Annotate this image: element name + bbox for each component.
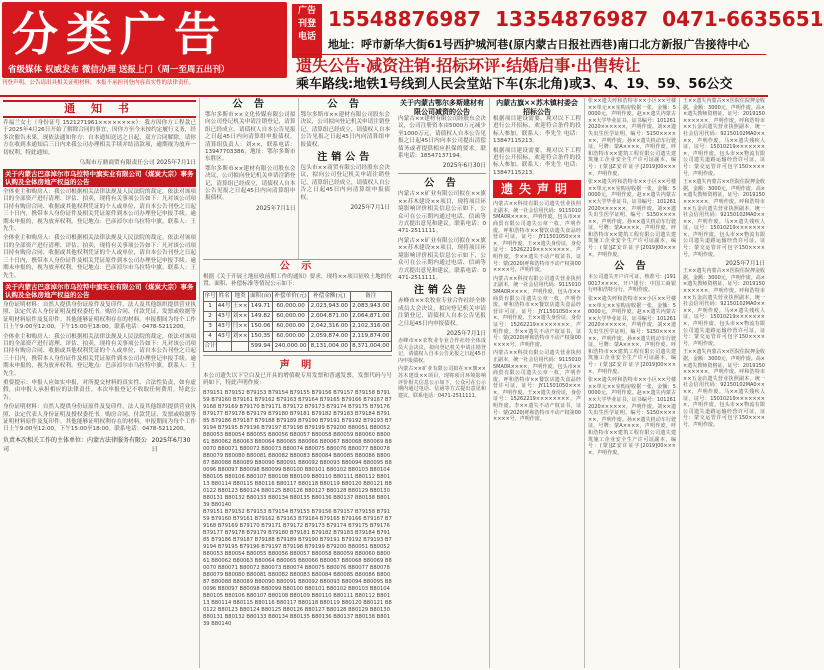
table-cell: 149.82 <box>249 311 273 321</box>
table-cell: 2 <box>204 311 217 321</box>
table-cell: 2,059,874.00 <box>309 331 350 341</box>
table-cell: 2,004,871.00 <box>309 311 350 321</box>
announcement-body: 重要提示：申报人应如实申报，对所提交材料的真实性、合法性负责，如有虚假，由申报人承担相应的法律责任。本次申报登记不收取任何费用。特此公告。 <box>3 379 196 401</box>
lost-notice-body: 张××遗失呼和浩特市××小区××号楼××单元××室购房收据一张，金额：50000元，声明作废。赵××遗失内蒙古××大学毕业证书，证书编号：1012612020××××××，声明作废。刘××遗失出生医学证明，编号：S150××××××，声明作废。孙××遗失机动车行驶证，号牌：蒙A××××，声明作废。呼和浩特市××建筑工程有限公司遗失建筑施工企业安全生产许可证副本，编号：(蒙)JZ安许证字[2019]00××××，声明作废。 <box>588 98 676 177</box>
table-total-row <box>204 341 392 351</box>
lost-notice-body: 王××遗失内蒙古××医院住院押金收据，金额：3000元，声明作废。高××遗失教师资格证，证号：2019150××××××，声明作废。呼和浩特市××五金店遗失营业执照副本，统一社会信用代码：92150102MA0××××，声明作废。马××遗失残疾人证，证号：15010219××××××××，声明作废。包头市××物流有限公司遗失道路运输经营许可证，证号：蒙交运管许可包字150××××号，声明作废。 <box>683 98 765 177</box>
table-cell: 60,000.00 <box>273 311 309 321</box>
table-cell: 43号 <box>217 311 232 321</box>
announcement-body: 鄂尔多斯市××建材有限公司股东会决议，公司拟向登记机关申请注销登记，清算组已经成立，请债权人自本公告见报之日起45日内向清算组申报债权。 <box>300 112 391 148</box>
announcement-body: 内蒙古××矿业有限公司拟在××旗××苏木建设××项目，现将项目环境影响评价相关信息公示如下，公众可在公示期内通过电话、信函等方式提出意见和建议。联系电话：0471-2511111。 <box>398 191 486 235</box>
notice-title: 通 知 书 <box>3 100 196 118</box>
announcement-body: 鄂尔多斯市××文化传媒有限公司拟向公司登记机关申请注销登记，清算组已经成立，请债权人自本公告见报之日起45日内向清算组申报债权。清算组负责人：刘××，联系电话：13947703386，地址：鄂尔多斯市东胜区。 <box>205 112 296 163</box>
table-cell: 43号 <box>217 321 232 331</box>
table-cell: 8,371,004.00 <box>350 341 391 351</box>
lost-notice-body: 张××遗失呼和浩特市××小区××号楼××单元××室购房收据一张，金额：50000元，声明作废。赵××遗失内蒙古××大学毕业证书，证书编号：1012612020××××××，声明作废。刘××遗失出生医学证明，编号：S150××××××，声明作废。孙××遗失机动车行驶证，号牌：蒙A××××，声明作废。呼和浩特市××建筑工程有限公司遗失建筑施工企业安全生产许可证副本，编号：(蒙)JZ安许证字[2019]00××××，声明作废。 <box>588 377 676 456</box>
deregistration-body: 赤峰市××农牧业专业合作社经全体成员大会决议，拟向登记机关申请注销登记，请债权人自本公告见报之日起45日内申报债权。 <box>398 337 486 364</box>
tel-tag-line: 刊登 <box>297 19 316 29</box>
lost-notice-body: 内蒙古××科技有限公司遗失营业执照正副本，统一社会信用代码：91150105MA0R××××，声明作废。包头市××商贸有限公司遗失公章一枚，声明作废。呼和浩特市××餐饮店遗失食品经营许可证，证号：JY11501050××××，声明作废。王××遗失身份证，身份证号：15262219××××××××，声明作废。李××遗失不动产权证书，证号：蒙(2020)呼和浩特市不动产权第00××××号，声明作废。 <box>493 350 581 423</box>
table-header: 地类 <box>231 291 248 301</box>
deregistration-body: 赤峰市××农牧业专业合作社经全体成员大会决议，拟向登记机关申请注销登记，请债权人自本公告见报之日起45日内申报债权。 <box>398 298 486 327</box>
notice-signature: 乌海市万鼎商贸有限责任公司 2025年7月1日 <box>79 160 196 167</box>
announcement-title: 公 告 <box>614 261 650 273</box>
table-header: 补偿单价(元) <box>273 291 309 301</box>
tender-title: 内蒙古旗××苏木镇村委会招标公告 <box>496 98 578 116</box>
announcement-pane <box>203 98 298 259</box>
publicity-body: 根据《关于开展土地征收前期工作的通知》要求，现将××项目征收土地的位置、面积、补偿标准等情况公示如下： <box>203 274 392 288</box>
table-cell: 8,131,004.00 <box>309 341 350 351</box>
column-a-footer <box>3 436 196 454</box>
table-cell <box>217 341 232 351</box>
table-cell: 合计 <box>204 341 217 351</box>
table-cell: 2,042,316.00 <box>309 321 350 331</box>
tel-tag <box>292 4 322 58</box>
notice-body: 乔福兰女士（身份证号 1521271961××××××××）：我方因你方工程款已于2025年4月26日开始了解除合同的事宜，因你方至今未按约定履行义务，经多次催告未果，现依法通知你方：自本通知送达之日起，双方合同解除，请你方在收到本通知后三日内来我公司办理相关手续并结清款项，逾期视为放弃一切权利。特此通知。 <box>3 120 196 156</box>
announcement-body: 身份证明材料：自然人提供身份证原件及复印件，法人及其他组织提供营业执照、法定代表人身份证明及授权委托书。购房合同、付款凭证、发票或收据等证明材料原件及复印件。其他能够证明权利存在的材料。申报期间为每个工作日上午9:00至12:00，下午15:00至18:00。联系电话：0478-5211200。 <box>3 404 196 433</box>
logo-slogan: 省级媒体 权威发布 微信办理 送报上门（周一至周五出刊） <box>8 65 230 75</box>
table-row <box>204 321 392 331</box>
table-cell: 王×× <box>231 301 248 311</box>
announcement-title: 公 告 <box>232 99 268 110</box>
column-a <box>0 98 200 668</box>
phone-number: 0471-6635651 <box>662 7 824 31</box>
table-header: 姓名 <box>217 291 232 301</box>
announcement-body: 内蒙古××矿业有限公司拟在××旗××苏木建设××项目，现将项目环境影响评价相关信息公示如下，公众可在公示期内通过电话、信函等方式提出意见和建议。联系电话：0471-2511111。 <box>398 366 486 399</box>
table-cell: 150.35 <box>249 331 273 341</box>
lost-notice-body: 张××遗失呼和浩特市××小区××号楼××单元××室购房收据一张，金额：50000元，声明作废。赵××遗失内蒙古××大学毕业证书，证书编号：1012612020××××××，声明作废。刘××遗失出生医学证明，编号：S150××××××，声明作废。孙××遗失机动车行驶证，号牌：蒙A××××，声明作废。呼和浩特市××建筑工程有限公司遗失建筑施工企业安全生产许可证副本，编号：(蒙)JZ安许证字[2019]00××××，声明作废。 <box>588 296 676 375</box>
deregistration-date: 2025年7月1日 <box>350 205 390 212</box>
table-cell: 1 <box>204 301 217 311</box>
table-cell: 2,023,943.00 <box>309 301 350 311</box>
transit-route: 乘车路线:地铁1号线到人民会堂站下车(东北角)或3、4、19、59、56公交 <box>296 77 733 92</box>
table-cell: 60,000.00 <box>273 321 309 331</box>
table-cell: 149.71 <box>249 301 273 311</box>
tel-tag-line: 电话 <box>297 32 316 42</box>
table-cell: 刘×× <box>231 311 248 321</box>
announcement-bar: 关于内蒙古巴彦淖尔市乌拉特中旗实业有限公司（煤炭大宗）事务认购及全体房地产权益的公告 <box>3 282 196 300</box>
table-header: 补偿金额(元) <box>309 291 350 301</box>
announcement-body: 鄂尔多斯市××建材有限公司股东会决议，公司拟向登记机关申请注销登记，清算组已经成立，请债权人自本公告见报之日起45日内向清算组申报债权。 <box>205 165 296 202</box>
table-cell: 2,064,871.00 <box>350 311 391 321</box>
lost-notice-body: 内蒙古××科技有限公司遗失营业执照正副本，统一社会信用代码：91150105MA0R××××，声明作废。包头市××商贸有限公司遗失公章一枚，声明作废。呼和浩特市××餐饮店遗失食品经营许可证，证号：JY11501050××××，声明作废。王××遗失身份证，身份证号：15262219××××××××，声明作废。李××遗失不动产权证书，证号：蒙(2020)呼和浩特市不动产权第00××××号，声明作废。 <box>493 275 581 348</box>
table-cell: 2,119,874.00 <box>350 331 391 341</box>
announcement-body: 本公司遗失开户许可证，核准号：J1910017××××，开户银行：中国工商银行呼和浩特分行，声明作废。 <box>588 274 676 294</box>
tender-body: 根据项目建设需要，现对以下工程进行公开招标，欢迎符合条件的投标人参加。联系人：李先生 电话：13847115213。 <box>493 116 581 145</box>
column-e <box>585 98 680 668</box>
table-cell <box>231 341 248 351</box>
disclaimer-note: 刊登声明、公告请出具相关证明材料，本报不承担刊登内容真实性的法律责任。 <box>2 80 195 86</box>
compensation-table <box>203 291 392 352</box>
announcement-title: 公 告 <box>327 99 363 110</box>
column-d <box>490 98 585 668</box>
table-cell: 60,000.00 <box>273 331 309 341</box>
announcement-body: 内蒙古××矿业有限公司拟在××旗××苏木建设××项目，现将项目环境影响评价相关信息公示如下，公众可在公示期内通过电话、信函等方式提出意见和建议。联系电话：0471-2511111。 <box>398 237 486 281</box>
logo-block <box>2 2 287 78</box>
table-header: 序号 <box>204 291 217 301</box>
capital-reduction-title: 关于内蒙古鄂尔多斯建材有限公司减资的公告 <box>400 98 484 116</box>
office-address: 地址：呼市新华大街61号西护城河巷(原内蒙古日报社西巷)南口北方新报广告接待中心 <box>328 38 750 51</box>
lost-notice-body: 内蒙古××科技有限公司遗失营业执照正副本，统一社会信用代码：91150105MA0R××××，声明作废。包头市××商贸有限公司遗失公章一枚，声明作废。呼和浩特市××餐饮店遗失食品经营许可证，证号：JY11501050××××，声明作废。王××遗失身份证，身份证号：15262219××××××××，声明作废。李××遗失不动产权证书，证号：蒙(2020)呼和浩特市不动产权第00××××号，声明作废。 <box>493 201 581 274</box>
ad-categories: 遗失公告·减资注销·招标环评·结婚启事·出售转让 <box>296 54 766 76</box>
table-cell: 闫×× <box>231 321 248 331</box>
table-cell: 2,083,943.00 <box>350 301 391 311</box>
classified-header <box>0 0 824 95</box>
divider <box>398 173 486 174</box>
header-rule <box>0 95 768 97</box>
table-cell: 60,000.00 <box>273 301 309 311</box>
lost-notice-body: 王××遗失内蒙古××医院住院押金收据，金额：3000元，声明作废。高××遗失教师资格证，证号：2019150××××××，声明作废。呼和浩特市××五金店遗失营业执照副本，统一社会信用代码：92150102MA0××××，声明作废。马××遗失残疾人证，证号：15010219××××××××，声明作废。包头市××物流有限公司遗失道路运输经营许可证，证号：蒙交运管许可包字150××××号，声明作废。 <box>683 179 765 258</box>
table-cell: 44号 <box>217 301 232 311</box>
table-cell: 4 <box>204 331 217 341</box>
announcement-body: 全体业主和购房人：我公司根据相关法律法规及人民法院的裁定，依法对该项目的全部资产进行清理、评估、拍卖，现将有关事项公告如下：凡对该公司项目持有购房合同、收据或其他权利凭证的个人或单位，请自本公告刊登之日起三十日内，携带本人身份证件及相关凭证原件到本公司办理登记申报手续。逾期未申报的，视为放弃权利。登记地点：巴彦淖尔市乌拉特中旗。联系人：王先生。 <box>3 189 196 233</box>
table-row <box>204 311 392 321</box>
lost-notice-banner: 遗失声明 <box>493 180 581 198</box>
section-logo-title: 分类广告 <box>12 7 228 61</box>
lost-notice-body: 王××遗失内蒙古××医院住院押金收据，金额：3000元，声明作废。高××遗失教师资格证，证号：2019150××××××，声明作废。呼和浩特市××五金店遗失营业执照副本，统一社会信用代码：92150102MA0××××，声明作废。马××遗失残疾人证，证号：15010219××××××××，声明作废。包头市××物流有限公司遗失道路运输经营许可证，证号：蒙交运管许可包字150××××号，声明作废。 <box>683 268 765 347</box>
announcement-body: 全体业主和购房人：我公司根据相关法律法规及人民法院的裁定，依法对该项目的全部资产进行清理、评估、拍卖，现将有关事项公告如下：凡对该公司项目持有购房合同、收据或其他权利凭证的个人或单位，请自本公告刊登之日起三十日内，携带本人身份证件及相关凭证原件到本公司办理登记申报手续。逾期未申报的，视为放弃权利。登记地点：巴彦淖尔市乌拉特中旗。联系人：王先生。 <box>3 235 196 279</box>
lost-notice-body: 王××遗失内蒙古××医院住院押金收据，金额：3000元，声明作废。高××遗失教师资格证，证号：2019150××××××，声明作废。呼和浩特市××五金店遗失营业执照副本，统一社会信用代码：92150102MA0××××，声明作废。马××遗失残疾人证，证号：15010219××××××××，声明作废。包头市××物流有限公司遗失道路运输经营许可证，证号：蒙交运管许可包字150××××号，声明作废。 <box>683 349 765 428</box>
deregistration-title: 注销公告 <box>317 152 374 164</box>
table-cell: 2,102,316.00 <box>350 321 391 331</box>
tel-tag-line: 广告 <box>297 6 316 16</box>
column-b-top <box>203 98 392 260</box>
invoice-code-list: B79151 B79152 B79153 B79154 B79155 B79156 B79157 B79158 B79159 B79160 B79161 B79162 B79163 B79164 B79165 B79166 B79167 B79168 B79169 B79170 B79171 B79172 B79173 B79174 B79175 B79176 B79177 B79178 B79179 B79180 B79181 B79182 B79183 B79184 B79185 B79186 B79187 B79188 B79189 B79190 B79191 B79192 B79193 B79194 B79195 B79196 B79197 B79198 B79199 B79200 B80051 B80052 B80053 B80054 B80055 B80056 B80057 B80058 B80059 B80060 B80061 B80062 B80063 B80064 B80065 B80066 B80067 B80068 B80069 B80070 B80071 B80072 B80073 B80074 B80075 B80076 B80077 B80078 B80079 B80080 B80081 B80082 B80083 B80084 B80085 B80086 B80087 B80088 B80089 B80090 B80091 B80092 B80093 B80094 B80095 B80096 B80097 B80098 B80099 B80100 B80101 B80102 B80103 B80104 B80105 B80106 B80107 B80108 B80109 B80110 B80111 B80112 B80113 B80114 B80115 B80116 B80117 B80118 B80119 B80120 B80121 B80122 B80123 B80124 B80125 B80126 B80127 B80128 B80129 B80130 B80131 B80132 B80133 B80134 B80135 B80136 B80137 B80138 B80139 B80140 <box>203 389 392 508</box>
table-header: 备注 <box>350 291 391 301</box>
announcement-pane <box>298 98 393 259</box>
table-cell: 刘×× <box>231 331 248 341</box>
column-b <box>200 98 395 668</box>
capital-reduction-date: 2025年6月30日 <box>442 163 486 170</box>
column-c <box>395 98 490 668</box>
footer-date: 2025年6月30日 <box>151 436 191 453</box>
divider <box>203 355 392 356</box>
table-row <box>204 331 392 341</box>
table-header: 面积(亩) <box>249 291 273 301</box>
deregistration-date: 2025年7月1日 <box>446 330 486 337</box>
deregistration-body: 包头市××商贸有限公司经股东会决议，拟向公司登记机关申请注销登记，清算组已经成立，请债权人自公告之日起45日内向清算组申报债权。 <box>300 165 391 201</box>
footer-org: 负责本次相关工作的主体单位：内蒙古法律服务有限公司 <box>3 436 148 453</box>
publicity-title: 公 示 <box>279 261 316 272</box>
tender-body: 根据项目建设需要，现对以下工程进行公开招标，欢迎符合条件的投标人参加。联系人：李先生 电话：13847115213。 <box>493 147 581 176</box>
capital-reduction-body: 内蒙古××建材有限公司经股东会决议，公司注册资本由5000万元减少至1000万元，请债权人自本公告见报之日起45日内向本公司提出清偿债务或者提供相应担保的要求。联系电话：18547137194。 <box>398 116 486 160</box>
lost-notice-date: 2025年7月1日 <box>725 261 765 268</box>
table-row <box>204 301 392 311</box>
phone-numbers <box>328 4 824 34</box>
announcement-date: 2025年7月1日 <box>255 205 296 212</box>
announcement-body: 身份证明材料：自然人提供身份证原件及复印件，法人及其他组织提供营业执照、法定代表人身份证明及授权委托书。购房合同、付款凭证、发票或收据等证明材料原件及复印件。其他能够证明权利存在的材料。申报期间为每个工作日上午9:00至12:00，下午15:00至18:00。联系电话：0478-5211200。 <box>3 301 196 331</box>
announcement-body: 全体业主和购房人：我公司根据相关法律法规及人民法院的裁定，依法对该项目的全部资产进行清理、评估、拍卖，现将有关事项公告如下：凡对该公司项目持有购房合同、收据或其他权利凭证的个人或单位，请自本公告刊登之日起三十日内，携带本人身份证件及相关凭证原件到本公司办理登记申报手续。逾期未申报的，视为放弃权利。登记地点：巴彦淖尔市乌拉特中旗。联系人：王先生。 <box>3 333 196 377</box>
column-f <box>680 98 768 668</box>
phone-number: 13354876987 <box>495 7 649 31</box>
table-cell: 43号 <box>217 331 232 341</box>
lost-notice-body: 张××遗失呼和浩特市××小区××号楼××单元××室购房收据一张，金额：50000元，声明作废。赵××遗失内蒙古××大学毕业证书，证书编号：1012612020××××××，声明作废。刘××遗失出生医学证明，编号：S150××××××，声明作废。孙××遗失机动车行驶证，号牌：蒙A××××，声明作废。呼和浩特市××建筑工程有限公司遗失建筑施工企业安全生产许可证副本，编号：(蒙)JZ安许证字[2019]00××××，声明作废。 <box>588 179 676 258</box>
table-cell: 150.06 <box>249 321 273 331</box>
table-header-row <box>204 291 392 301</box>
announcement-title: 公 告 <box>424 178 460 190</box>
invoice-code-list: B79151 B79152 B79153 B79154 B79155 B79156 B79157 B79158 B79159 B79160 B79161 B79162 B79163 B79164 B79165 B79166 B79167 B79168 B79169 B79170 B79171 B79172 B79173 B79174 B79175 B79176 B79177 B79178 B79179 B79180 B79181 B79182 B79183 B79184 B79185 B79186 B79187 B79188 B79189 B79190 B79191 B79192 B79193 B79194 B79195 B79196 B79197 B79198 B79199 B79200 B80051 B80052 B80053 B80054 B80055 B80056 B80057 B80058 B80059 B80060 B80061 B80062 B80063 B80064 B80065 B80066 B80067 B80068 B80069 B80070 B80071 B80072 B80073 B80074 B80075 B80076 B80077 B80078 B80079 B80080 B80081 B80082 B80083 B80084 B80085 B80086 B80087 B80088 B80089 B80090 B80091 B80092 B80093 B80094 B80095 B80096 B80097 B80098 B80099 B80100 B80101 B80102 B80103 B80104 B80105 B80106 B80107 B80108 B80109 B80110 B80111 B80112 B80113 B80114 B80115 B80116 B80117 B80118 B80119 B80120 B80121 B80122 B80123 B80124 B80125 B80126 B80127 B80128 B80129 B80130 B80131 B80132 B80133 B80134 B80135 B80136 B80137 B80138 B80139 B80140 <box>203 508 392 627</box>
deregistration-title: 注销公告 <box>414 285 470 297</box>
phone-number: 15548876987 <box>328 7 482 31</box>
statement-title: 声 明 <box>279 359 316 371</box>
statement-body: 本公司遗失以下空白及已开具的增值税专用发票和普通发票，发票代码与号码如下，特此声明作废： <box>203 372 392 387</box>
table-cell: 240,000.00 <box>273 341 309 351</box>
table-cell: 599.94 <box>249 341 273 351</box>
announcement-bar: 关于内蒙古巴彦淖尔市乌拉特中旗实业有限公司（煤炭大宗）事务认购及全体房地产权益的公告 <box>3 169 196 187</box>
table-cell: 3 <box>204 321 217 331</box>
